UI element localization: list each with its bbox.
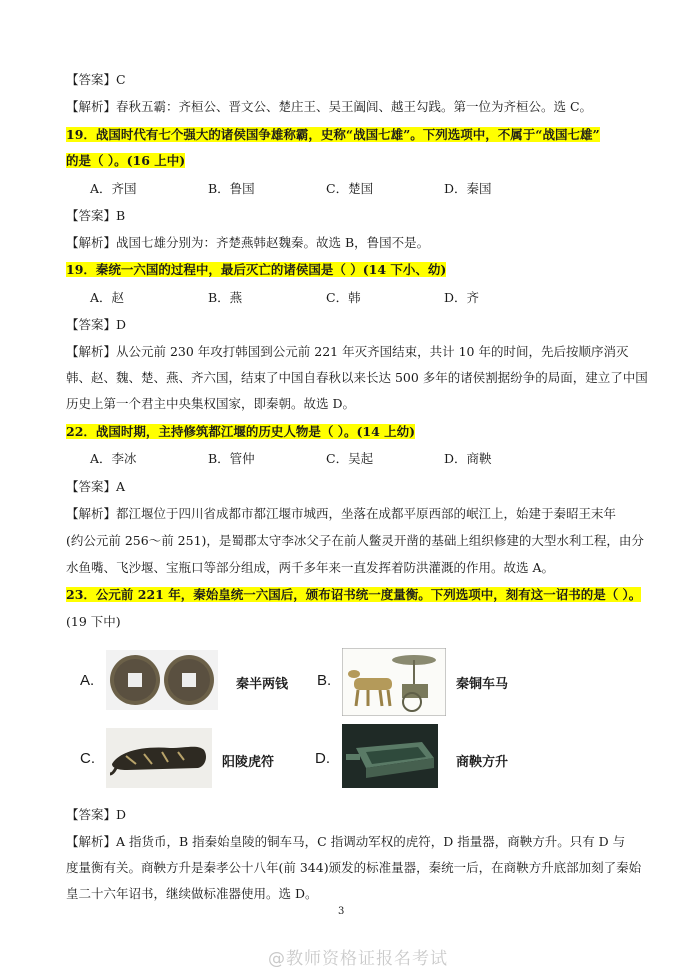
explanation-qixiong: 【解析】战国七雄分别为：齐楚燕韩赵魏秦。故选 B，鲁国不是。 <box>66 235 430 250</box>
option-b: B．燕 <box>208 290 243 305</box>
option-d: D．齐 <box>444 290 480 305</box>
option-a: A．赵 <box>90 290 125 305</box>
option-d: D．秦国 <box>444 181 492 196</box>
question-22 <box>66 423 415 441</box>
explanation-fangsheng-2: 度量衡有关。商鞅方升是秦孝公十八年(前 344)颁发的标准量器，秦统一后，在商鞅方升底部加刻了秦始 <box>66 860 642 875</box>
answer-a: 【答案】A <box>66 479 126 494</box>
question-highlight: 23．公元前 221 年，秦始皇统一六国后，颁布诏书统一度量衡。下列选项中，刻有这一诏书的是（ ）。 <box>66 587 642 602</box>
tiger-tally-image <box>106 728 212 788</box>
bronze-chariot-image <box>342 648 446 716</box>
explanation-fangsheng-1: 【解析】A 指货币，B 指秦始皇陵的铜车马，C 指调动军权的虎符，D 指量器，商鞅方升。只有 D 与 <box>66 834 626 849</box>
image-option-a-label: A. <box>80 672 95 689</box>
coins-image <box>106 650 218 710</box>
answer-b: 【答案】B <box>66 208 126 223</box>
question-highlight: 19．秦统一六国的过程中，最后灭亡的诸侯国是（ ）(14 下小、幼) <box>66 262 447 277</box>
explanation-dujiangyan-2: (约公元前 256～前 251)，是蜀郡太守李冰父子在前人鳖灵开凿的基础上组织修建的大型水利工程，由分 <box>66 533 644 548</box>
question-19a-line1 <box>66 126 600 144</box>
image-option-a-caption: 秦半两钱 <box>236 677 289 692</box>
image-option-d-caption: 商鞅方升 <box>456 755 509 770</box>
option-b: B．鲁国 <box>208 181 255 196</box>
explanation-dujiangyan-1: 【解析】都江堰位于四川省成都市都江堰市城西，坐落在成都平原西部的岷江上，始建于秦昭王末年 <box>66 506 617 521</box>
measuring-vessel-image <box>342 724 438 788</box>
answer-c: 【答案】C <box>66 72 126 87</box>
option-c: C．吴起 <box>326 451 374 466</box>
explanation-unify-2: 韩、赵、魏、楚、燕、齐六国，结束了中国自春秋以来长达 500 多年的诸侯割据纷争的局面，建立了中国 <box>66 370 648 385</box>
option-c: C．楚国 <box>326 181 374 196</box>
image-option-c-caption: 阳陵虎符 <box>222 755 275 770</box>
explanation-unify-1: 【解析】从公元前 230 年攻打韩国到公元前 221 年灭齐国结束，共计 10 年的时间，先后按顺序消灭 <box>66 344 629 359</box>
image-option-d-label: D. <box>315 750 330 767</box>
question-23-source: (19 下中) <box>66 614 121 629</box>
watermark: @教师资格证报名考试 <box>268 949 448 969</box>
explanation-fangsheng-3: 皇二十六年诏书，继续做标准器使用。选 D。 <box>66 886 318 901</box>
image-option-c-label: C. <box>80 750 95 767</box>
explanation-dujiangyan-3: 水鱼嘴、飞沙堰、宝瓶口等部分组成，两千多年来一直发挥着防洪灌溉的作用。故选 A。 <box>66 560 555 575</box>
option-a: A．李冰 <box>90 451 137 466</box>
image-option-b-label: B. <box>317 672 332 689</box>
explanation-wuba: 【解析】春秋五霸：齐桓公、晋文公、楚庄王、吴王阖闾、越王勾践。第一位为齐桓公。选 C。 <box>66 99 593 114</box>
image-option-b-caption: 秦铜车马 <box>456 677 509 692</box>
question-highlight: 的是（ ）。(16 上中) <box>66 153 186 168</box>
question-highlight: 22．战国时期，主持修筑都江堰的历史人物是（ ）。(14 上幼) <box>66 424 416 439</box>
option-b: B．管仲 <box>208 451 255 466</box>
answer-d: 【答案】D <box>66 807 127 822</box>
question-19b <box>66 261 446 279</box>
page-number: 3 <box>338 906 345 917</box>
question-19a-line2 <box>66 152 185 170</box>
explanation-unify-3: 历史上第一个君主中央集权国家，即秦朝。故选 D。 <box>66 396 355 411</box>
answer-d: 【答案】D <box>66 317 127 332</box>
option-a: A．齐国 <box>90 181 137 196</box>
question-highlight: 19．战国时代有七个强大的诸侯国争雄称霸，史称“战国七雄”。下列选项中，不属于“战国七雄” <box>66 127 600 142</box>
option-d: D．商鞅 <box>444 451 492 466</box>
option-c: C．韩 <box>326 290 361 305</box>
question-23 <box>66 586 641 604</box>
